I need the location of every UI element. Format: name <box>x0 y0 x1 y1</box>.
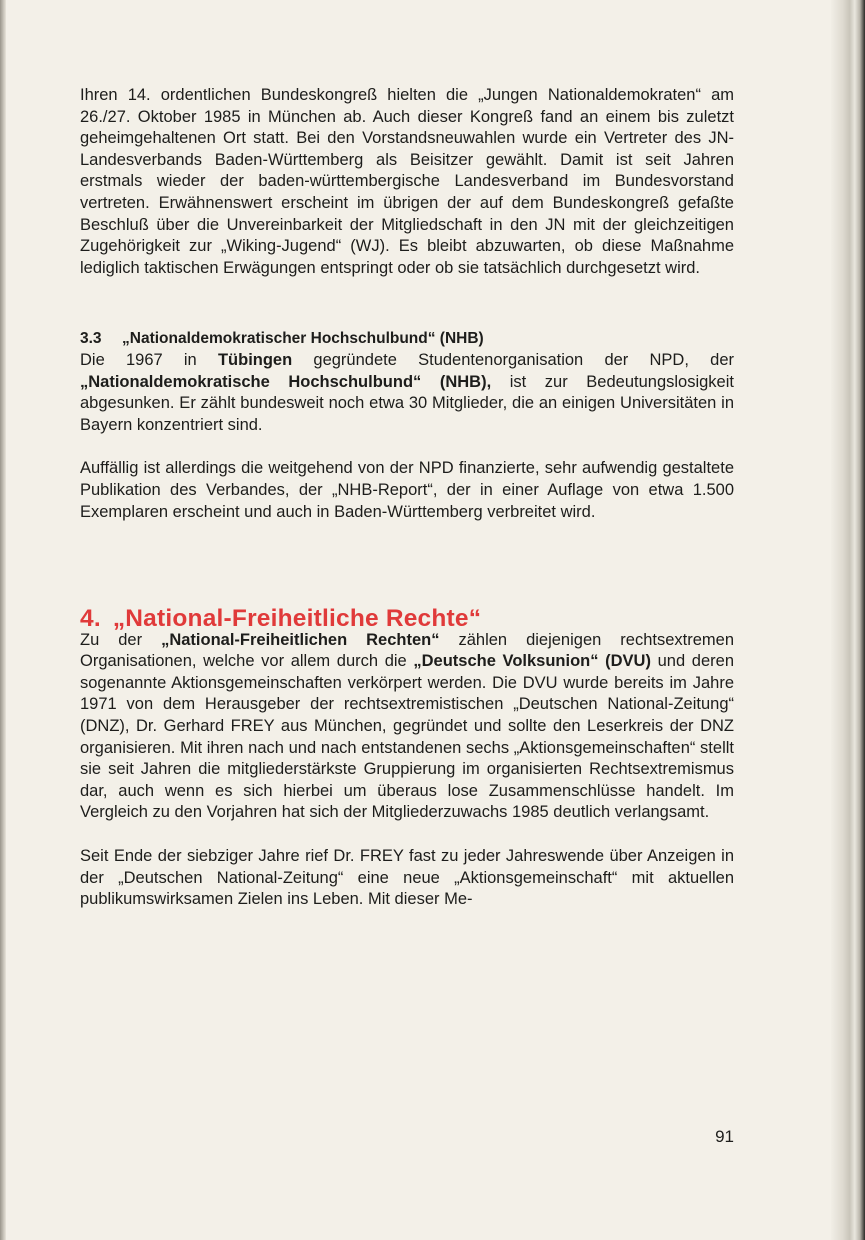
page-edge-left <box>0 0 6 1240</box>
section-number: 4. <box>80 605 101 633</box>
bold-run: „Deutsche Volksunion“ (DVU) <box>413 652 651 671</box>
bold-run: „National-Freiheitlichen Rechten“ <box>161 630 440 649</box>
section-title: „Nationaldemokratischer Hochschulbund“ (NHB) <box>122 330 484 348</box>
text-run: Zu der <box>80 630 162 649</box>
text-run: zählen diejenigen rechtsextremen Organisationen, welche vor allem durch die <box>80 630 734 671</box>
text-run: gegründete Studentenorganisation der NPD, der <box>292 350 734 369</box>
paragraph-dvu <box>80 630 734 824</box>
section-heading-3-3 <box>80 328 734 350</box>
text-run: Die 1967 in <box>80 350 218 369</box>
section-number: 3.3 <box>80 330 102 348</box>
bold-run: „Nationaldemokratische Hochschulbund“ (NHB), <box>80 372 492 391</box>
section-heading-4 <box>80 605 734 633</box>
bold-run: Tübingen <box>217 350 293 369</box>
page-edge-right <box>831 0 865 1240</box>
text-run: ist zur Bedeutungslosigkeit abgesunken. Er zählt bundesweit noch etwa 30 Mitglieder, die an einigen Universitäten in Bayern konzentriert sind. <box>80 372 734 434</box>
page-number: 91 <box>715 1127 734 1146</box>
text-run: und deren sogenannte Aktionsgemeinschaften verkörpert werden. Die DVU wurde bereits im Jahre 1971 von dem Herausgeber der rechtsextremistischen „Deutschen National-Zeitung“ (DNZ), Dr. Gerhard FREY aus München, gegründet und sollte den Leserkreis der DNZ organisieren. Mit ihren nach und nach entstandenen sechs „Aktionsgemeinschaften“ stellt sie seit Jahren die mitgliederstärkste Gruppierung im organisierten Rechtsextremismus dar, auch wenn es sich hierbei um überaus lose Zusammenschlüsse handelt. Im Vergleich zu den Vorjahren hat sich der Mitgliederzuwachs 1985 deutlich verlangsamt. <box>80 652 734 822</box>
paragraph-nhb <box>80 350 734 436</box>
paragraph-frey: Seit Ende der siebziger Jahre rief Dr. FREY fast zu jeder Jahreswende über Anzeigen in der „Deutschen National-Zeitung“ eine neue „Aktionsgemeinschaft“ mit aktuellen publikumswirksamen Zielen ins Leben. Mit dieser Me- <box>80 847 734 909</box>
paragraph-nhb-report: Auffällig ist allerdings die weitgehend von der NPD finanzierte, sehr aufwendig gestaltete Publikation des Verbandes, der „NHB-Report“, der in einer Auflage von etwa 1.500 Exemplaren erscheint und auch in Baden-Württemberg verbreitet wird. <box>80 459 734 521</box>
section-title: „National-Freiheitliche Rechte“ <box>112 605 482 633</box>
paragraph-jn-kongress: Ihren 14. ordentlichen Bundeskongreß hielten die „Jungen Nationaldemokraten“ am 26./27. Oktober 1985 in München ab. Auch dieser Kongreß fand an einem bis zuletzt geheimgehaltenen Ort statt. Bei den Vorstandsneuwahlen wurde ein Vertreter des JN-Landesverbands Baden-Württemberg als Beisitzer gewählt. Damit ist seit Jahren erstmals wieder der baden-württembergische Landesverband im Bundesvorstand vertreten. Erwähnenswert erscheint im übrigen der auf dem Bundeskongreß gefaßte Beschluß über die Unvereinbarkeit der Mitgliedschaft in den JN mit der gleichzeitigen Zugehörigkeit zur „Wiking-Jugend“ (WJ). Es bleibt abzuwarten, ob diese Maßnahme lediglich taktischen Erwägungen entspringt oder ob sie tatsächlich durchgesetzt wird. <box>80 86 734 277</box>
page-content <box>80 85 734 911</box>
